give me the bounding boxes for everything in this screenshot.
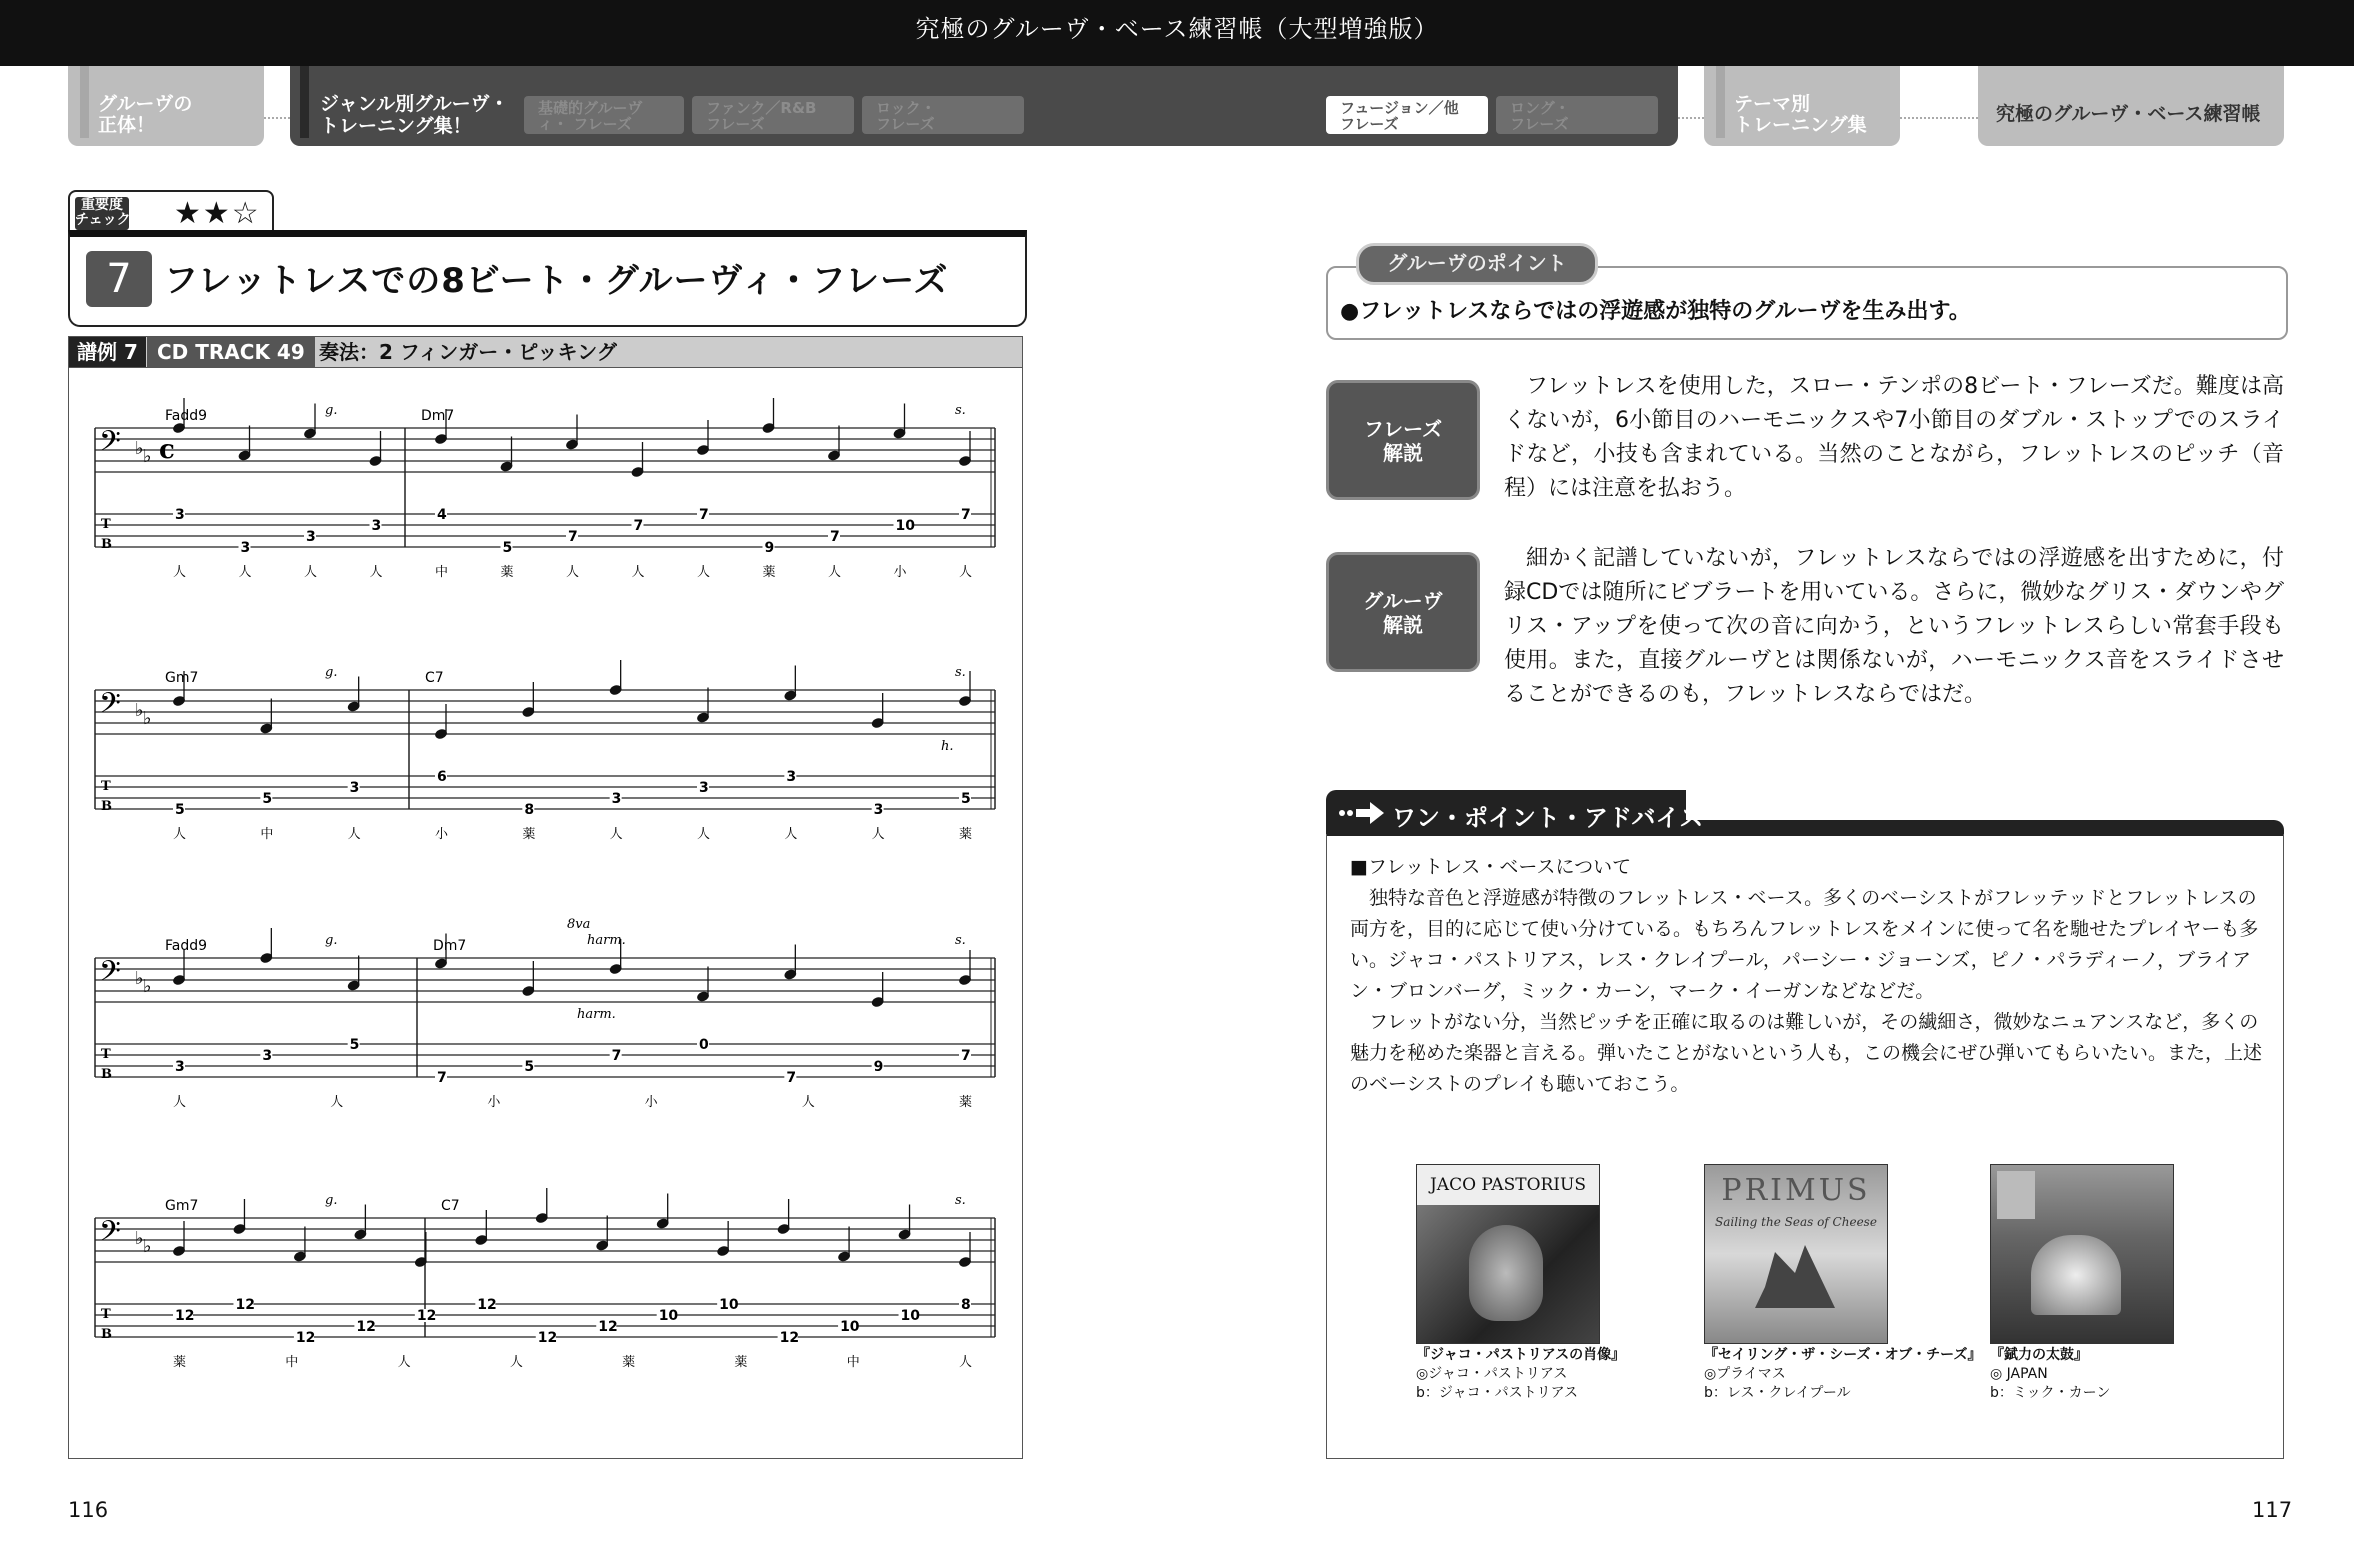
score-systems: [95, 398, 995, 1370]
advice-text: [1350, 852, 2265, 1100]
chord-symbol: Fadd9: [165, 938, 208, 954]
album-title: 『錻力の太鼓』: [1990, 1347, 2088, 1363]
tab-number: 3: [262, 1048, 273, 1064]
album-caption-japan: [1990, 1346, 2110, 1403]
finger-mark: 人: [173, 565, 187, 580]
album-cover-primus: [1704, 1164, 1888, 1344]
tab-number: 3: [349, 780, 360, 796]
finger-mark: 人: [871, 827, 885, 842]
album-portrait: [1997, 1171, 2035, 1219]
chord-symbol: Fadd9: [165, 408, 208, 424]
bass-score: [69, 368, 1021, 1458]
nav-sub-long[interactable]: ロング・ フレーズ: [1496, 96, 1658, 134]
tab-number: 7: [568, 529, 578, 545]
tab-number: 5: [349, 1037, 360, 1053]
tab-number: 7: [961, 507, 971, 523]
finger-mark: 人: [304, 565, 318, 580]
chord-symbol: C7: [425, 670, 444, 686]
finger-mark: 薬: [500, 565, 514, 580]
nav-tab-groove-identity[interactable]: [68, 66, 264, 146]
tab-clef: B: [101, 1067, 112, 1082]
finger-mark: 中: [435, 565, 449, 580]
score-header: [69, 337, 1022, 368]
finger-mark: 人: [784, 827, 798, 842]
tab-marker: [300, 66, 309, 138]
tab-number: 3: [175, 1059, 185, 1075]
flat-sign: ♭: [143, 976, 152, 997]
tab-number: 12: [598, 1319, 618, 1335]
album-cover-jaco: [1416, 1164, 1600, 1344]
tab-number: 5: [502, 540, 513, 556]
nav-tab-theme-training[interactable]: [1704, 66, 1900, 146]
importance-check: [68, 190, 274, 234]
album-artist: ◎プライマス: [1704, 1366, 1786, 1382]
tab-number: 0: [699, 1037, 709, 1053]
tab-number: 10: [658, 1308, 679, 1324]
nav-sub-rock[interactable]: ロック・ フレーズ: [862, 96, 1024, 134]
finger-mark: 薬: [959, 1095, 973, 1110]
finger-mark: 人: [566, 565, 580, 580]
album-cover-japan: [1990, 1164, 2174, 1344]
nav-divider: [1678, 117, 1704, 119]
album-title: 『ジャコ・パストリアスの肖像』: [1416, 1347, 1626, 1363]
nav-tab-label: テーマ別 トレーニング集: [1734, 93, 1867, 136]
album-photo: [1417, 1205, 1599, 1343]
gliss-mark: g.: [325, 1193, 338, 1208]
album-title: 『セイリング・ザ・シーズ・オブ・チーズ』: [1704, 1347, 1982, 1363]
flat-sign: ♭: [135, 700, 144, 721]
harmonic-mark: harm.: [587, 933, 626, 948]
tab-number: 7: [611, 1048, 622, 1064]
finger-mark: 薬: [959, 827, 973, 842]
nav-sub-fusion[interactable]: フュージョン／他 フレーズ: [1326, 96, 1488, 134]
page-number-left: 116: [68, 1498, 109, 1522]
importance-label: 重要度 チェック: [75, 197, 131, 228]
groove-badge-label: グルーヴ 解説: [1363, 589, 1443, 637]
tab-number: 12: [779, 1330, 800, 1346]
slide-mark: s.: [955, 933, 966, 948]
album-cover-text: JACO PASTORIUS: [1417, 1165, 1599, 1205]
nav-tab-label: 究極のグルーヴ・ベース練習帳: [1996, 103, 2261, 125]
nav-sub-funk[interactable]: ファンク／R&B フレーズ: [692, 96, 854, 134]
tab-number: 9: [873, 1059, 884, 1075]
tab-number: 7: [633, 518, 644, 534]
album-bassist: b：レス・クレイプール: [1704, 1385, 1851, 1401]
score-label: 譜例 7: [69, 337, 146, 367]
finger-mark: 薬: [522, 827, 536, 842]
flat-sign: ♭: [143, 1236, 152, 1257]
advice-title: ワン・ポイント・アドバイス: [1392, 804, 1704, 832]
finger-mark: 人: [397, 1355, 411, 1370]
finger-mark: 人: [801, 1095, 815, 1110]
flat-sign: ♭: [143, 708, 152, 729]
tab-number: 8: [961, 1297, 971, 1313]
tab-number: 3: [371, 518, 382, 534]
album-cover-subtitle: Sailing the Seas of Cheese: [1715, 1215, 1877, 1229]
tab-number: 3: [786, 769, 797, 785]
tab-number: 5: [175, 802, 185, 818]
bass-clef: 𝄢: [99, 425, 121, 465]
finger-mark: 中: [846, 1355, 860, 1370]
bass-clef: 𝄢: [99, 955, 121, 995]
tab-number: 7: [961, 1048, 971, 1064]
tab-number: 12: [537, 1330, 558, 1346]
tab-number: 12: [477, 1297, 497, 1313]
tab-clef: T: [101, 779, 111, 794]
album-cover-text: PRIMUS: [1721, 1173, 1871, 1208]
tab-marker: [80, 66, 89, 138]
tab-number: 9: [764, 540, 775, 556]
tab-number: 10: [900, 1308, 921, 1324]
tab-number: 7: [786, 1070, 797, 1086]
tab-number: 7: [699, 507, 709, 523]
album-caption-jaco: [1416, 1346, 1625, 1403]
importance-stars: ★★☆: [174, 196, 261, 231]
finger-mark: 人: [509, 1355, 523, 1370]
book-title-bar: [0, 0, 2354, 66]
tab-number: 5: [961, 791, 971, 807]
octave-mark: 8va: [567, 917, 591, 932]
tab-number: 7: [437, 1070, 447, 1086]
gliss-mark: g.: [325, 933, 338, 948]
finger-mark: 中: [285, 1355, 299, 1370]
hammer-mark: h.: [941, 739, 954, 754]
tab-clef: B: [101, 799, 112, 814]
finger-mark: 人: [369, 565, 383, 580]
tab-number: 3: [873, 802, 884, 818]
tab-number: 5: [524, 1059, 535, 1075]
tab-clef: B: [101, 1327, 112, 1342]
finger-mark: 薬: [622, 1355, 636, 1370]
album-artist: ◎ JAPAN: [1990, 1366, 2048, 1382]
nav-tab-book[interactable]: [1978, 66, 2284, 146]
advice-paragraph-1: 独特な音色と浮遊感が特徴のフレットレス・ベース。多くのベーシストがフレッテッドとフレットレスの両方を，目的に応じて使い分けている。もちろんフレットレスをメインに使って名を馳せたプレイヤーも多い。ジャコ・パストリアス，レス・クレイプール，パーシー・ジョーンズ，ピノ・パラディーノ，ブライアン・ブロンバーグ，ミック・カーン，マーク・イーガンなどなどだ。: [1350, 887, 2259, 1002]
finger-mark: 薬: [734, 1355, 748, 1370]
harmonic-mark: harm.: [577, 1007, 616, 1022]
cd-track: CD TRACK 49: [147, 337, 315, 367]
finger-mark: 人: [347, 827, 361, 842]
finger-mark: 人: [173, 827, 187, 842]
bass-clef: 𝄢: [99, 687, 121, 727]
finger-mark: 薬: [762, 565, 776, 580]
tab-number: 10: [895, 518, 915, 534]
advice-heading: ■フレットレス・ベースについて: [1350, 856, 1632, 878]
nav-sub-basic[interactable]: 基礎的グルーヴィ・ フレーズ: [524, 96, 684, 134]
tab-number: 5: [262, 791, 273, 807]
finger-mark: 人: [959, 1355, 973, 1370]
phrase-explanation: フレットレスを使用した，スロー・テンポの8ビート・フレーズだ。難度は高くないが，6小節目のハーモニックスや7小節目のダブル・ストップでのスライドなど，小技も含まれている。当然のことながら，フレットレスのピッチ（音程）には注意を払おう。: [1504, 374, 2284, 501]
tab-number: 12: [235, 1297, 255, 1313]
bass-clef: 𝄢: [99, 1215, 121, 1255]
finger-mark: 中: [260, 827, 274, 842]
nav-divider: [1900, 117, 1978, 119]
flat-sign: ♭: [143, 446, 152, 467]
tab-number: 12: [416, 1308, 437, 1324]
groove-explanation: 細かく記譜していないが，フレットレスならではの浮遊感を出すために，付録CDでは随所にビブラートを用いている。さらに，微妙なグリス・ダウンやグリス・アップを使って次の音に向かう，というフレットレスらしい常套手段も使用。また，直接グルーヴとは関係ないが，ハーモニックス音をスライドさせることができるのも，フレットレスならではだ。: [1504, 546, 2284, 707]
tab-number: 3: [306, 529, 316, 545]
section-number: 7: [86, 251, 152, 307]
album-caption-primus: [1704, 1346, 1981, 1403]
page-number-right: 117: [2252, 1498, 2293, 1522]
chord-symbol: Gm7: [165, 670, 199, 686]
nav-tab-label: ジャンル別グルーヴ・ トレーニング集！: [320, 93, 509, 137]
tab-clef: B: [101, 537, 112, 552]
tab-number: 6: [437, 769, 447, 785]
chord-symbol: Dm7: [433, 938, 467, 954]
tab-number: 10: [719, 1297, 739, 1313]
finger-mark: 小: [644, 1095, 658, 1110]
finger-mark: 小: [893, 565, 907, 580]
slide-mark: s.: [955, 665, 966, 680]
finger-mark: 薬: [173, 1355, 187, 1370]
finger-mark: 人: [697, 565, 711, 580]
finger-mark: 人: [697, 827, 711, 842]
arrow-icon: [1338, 800, 1388, 826]
nav-tab-label: グルーヴの 正体！: [98, 93, 193, 136]
book-title: 究極のグルーヴ・ベース練習帳（大型増強版）: [915, 15, 1439, 43]
score-panel: [68, 336, 1023, 1459]
slide-mark: s.: [955, 1193, 966, 1208]
album-bassist: b：ジャコ・パストリアス: [1416, 1385, 1579, 1401]
nav-divider: [264, 117, 290, 119]
tab-number: 3: [699, 780, 709, 796]
finger-mark: 人: [173, 1095, 187, 1110]
phrase-badge: [1326, 380, 1480, 500]
groove-point-text: ●フレットレスならではの浮遊感が独特のグルーヴを生み出す。: [1340, 299, 1971, 324]
gliss-mark: g.: [325, 665, 338, 680]
gliss-mark: g.: [325, 403, 338, 418]
finger-mark: 小: [435, 827, 449, 842]
tab-number: 8: [524, 802, 535, 818]
finger-mark: 人: [330, 1095, 344, 1110]
section-title: フレットレスでの8ビート・グルーヴィ・フレーズ: [164, 261, 949, 301]
tab-number: 3: [240, 540, 251, 556]
finger-mark: 人: [631, 565, 645, 580]
chord-symbol: Dm7: [421, 408, 455, 424]
tab-marker: [1716, 66, 1725, 138]
phrase-badge-label: フレーズ 解説: [1363, 417, 1443, 465]
flat-sign: ♭: [135, 1228, 144, 1249]
flat-sign: ♭: [135, 968, 144, 989]
tab-clef: T: [101, 1047, 111, 1062]
section-title-box: [68, 230, 1027, 327]
tab-number: 10: [840, 1319, 860, 1335]
finger-mark: 人: [238, 565, 252, 580]
time-signature: c: [159, 435, 175, 465]
tab-number: 12: [295, 1330, 316, 1346]
finger-mark: 人: [609, 827, 623, 842]
technique: 奏法：2 フィンガー・ピッキング: [319, 340, 617, 364]
nav-tab-genre-training[interactable]: [290, 66, 1678, 146]
slide-mark: s.: [955, 403, 966, 418]
tab-number: 3: [175, 507, 185, 523]
album-figure: [2031, 1235, 2121, 1315]
finger-mark: 人: [959, 565, 973, 580]
groove-badge: [1326, 552, 1480, 672]
tab-number: 3: [611, 791, 622, 807]
flat-sign: ♭: [135, 438, 144, 459]
tab-number: 12: [175, 1308, 195, 1324]
chord-symbol: C7: [441, 1198, 460, 1214]
advice-header: [1326, 790, 2284, 836]
finger-mark: 人: [828, 565, 842, 580]
tab-number: 7: [830, 529, 840, 545]
tab-clef: T: [101, 517, 111, 532]
groove-point-label: グルーヴのポイント: [1356, 243, 1598, 285]
album-artist: ◎ジャコ・パストリアス: [1416, 1366, 1568, 1382]
tab-number: 12: [356, 1319, 376, 1335]
chord-symbol: Gm7: [165, 1198, 199, 1214]
tab-number: 4: [437, 507, 447, 523]
album-bassist: b：ミック・カーン: [1990, 1385, 2111, 1401]
finger-mark: 小: [487, 1095, 501, 1110]
tab-clef: T: [101, 1307, 111, 1322]
advice-paragraph-2: フレットがない分，当然ピッチを正確に取るのは難しいが，その繊細さ，微妙なニュアンスなど，多くの魅力を秘めた楽器と言える。弾いたことがないという人も，この機会にぜひ弾いてもらいたい。また，上述のベーシストのプレイも聴いておこう。: [1350, 1011, 2263, 1095]
